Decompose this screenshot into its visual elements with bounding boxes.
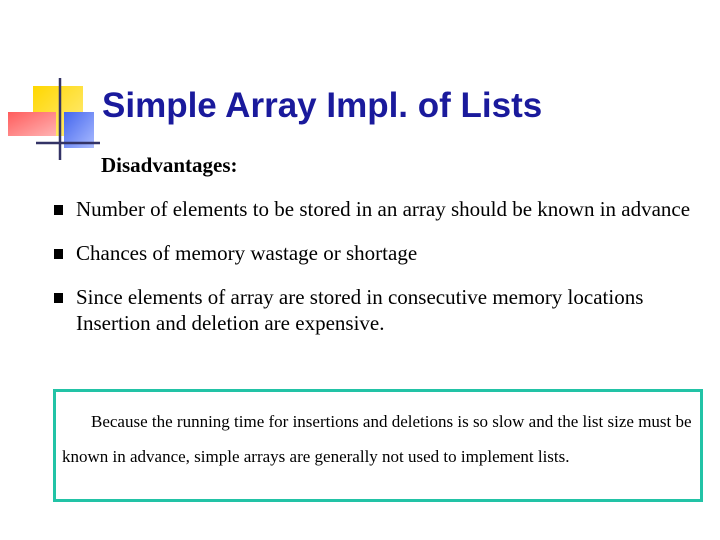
slide-subheading: Disadvantages: [101,153,238,177]
bullet-item [48,284,698,336]
bullet-item [48,196,698,222]
square-bullet-icon [54,205,63,215]
note-text: Because the running time for insertions and deletions is so slow and the list size must be known in advance, simple arrays are generally not used to implement lists. [62,412,692,466]
bullet-text: Since elements of array are stored in consecutive memory locations Insertion and deletion are expensive. [76,285,644,335]
note-box [53,389,703,502]
square-bullet-icon [54,293,63,303]
bullet-list [48,196,698,354]
square-bullet-icon [54,249,63,259]
slide-title: Simple Array Impl. of Lists [102,86,543,125]
bullet-text: Number of elements to be stored in an array should be known in advance [76,197,691,221]
decorative-logo [0,0,100,170]
bullet-item [48,240,698,266]
bullet-text: Chances of memory wastage or shortage [76,241,418,265]
logo-red-square [8,112,56,136]
